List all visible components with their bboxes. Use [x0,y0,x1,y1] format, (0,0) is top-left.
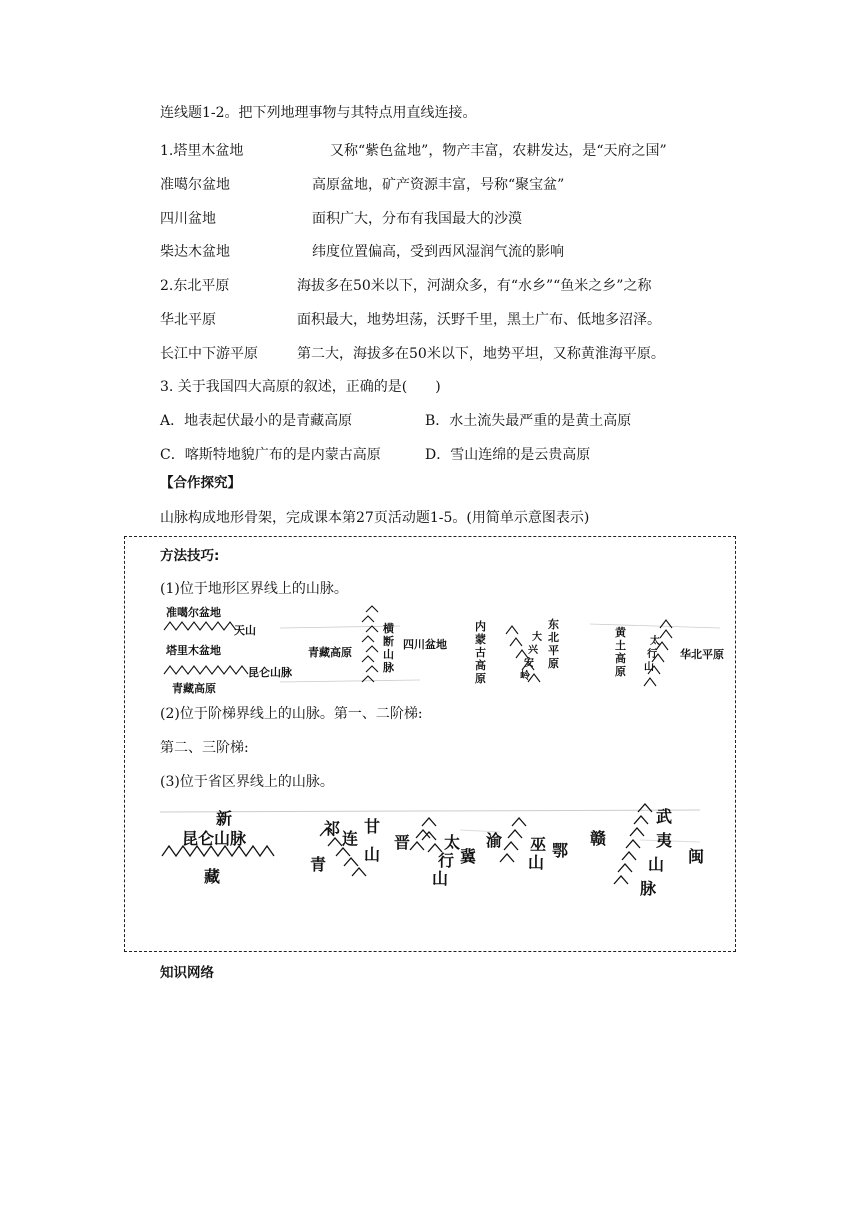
knowledge-network-heading: 知识网络 [160,965,214,981]
q2-left-1: 2.东北平原 [160,278,230,294]
label-kunlun: 昆仑山脉 [248,666,292,679]
svg-text:大: 大 [532,632,542,643]
method-p4: (3)位于省区界线上的山脉。 [160,774,334,790]
taihang-province-mountain-icon [410,818,442,852]
svg-text:高: 高 [615,652,626,665]
svg-text:蒙: 蒙 [475,633,486,646]
q2-left-2: 华北平原 [160,312,216,328]
svg-text:原: 原 [475,672,486,685]
svg-text:太: 太 [650,636,660,647]
coop-heading: 【合作探究】 [160,475,241,491]
label-gan: 甘 [364,817,381,836]
kunlun-mountain-icon [164,666,248,674]
q1-left-2: 准噶尔盆地 [160,177,230,193]
q1-left-1: 1.塔里木盆地 [160,143,244,159]
q3-option-a: A．地表起伏最小的是青藏高原 [160,413,353,429]
label-e: 鄂 [552,841,569,860]
q1-right-1: 又称“紫色盆地”，物产丰富，农耕发达，是“天府之国” [330,143,667,159]
label-qing: 青 [310,855,327,874]
q2-right-2: 面积最大，地势坦荡，沃野千里，黑土广布、低地多沼泽。 [297,312,661,328]
label-wuyi-wu: 武 [656,807,673,826]
svg-text:行: 行 [647,649,657,660]
q1-right-4: 纬度位置偏高，受到西风湿润气流的影响 [312,244,564,260]
label-gan-2: 赣 [590,829,607,848]
label-jin: 晋 [394,833,411,852]
svg-text:岭: 岭 [520,671,530,682]
label-tianshan: 天山 [234,624,256,637]
label-qi: 祁 [324,819,341,838]
label-taihang-vertical [644,634,660,673]
svg-text:东: 东 [548,618,559,631]
label-min: 闽 [688,847,705,866]
method-title: 方法技巧: [160,548,220,564]
figure-terrain-boundary [160,604,736,696]
label-shan-2: 山 [432,869,449,888]
q2-right-1: 海拔多在50米以下，河湖众多，有“水乡”“鱼米之乡”之称 [297,278,652,294]
q1-right-3: 面积广大，分布有我国最大的沙漠 [312,211,522,227]
svg-text:山: 山 [644,662,654,673]
label-lian: 连 [342,829,359,848]
label-junggar: 准噶尔盆地 [166,606,221,619]
label-wuyi-shan: 山 [648,855,665,874]
q2-right-3: 第二大，海拔多在50米以下，地势平坦，又称黄淮海平原。 [297,346,665,362]
intro-text: 连线题1-2。把下列地理事物与其特点用直线连接。 [160,105,477,121]
label-yu: 渝 [486,831,503,850]
label-qingzang-2: 青藏高原 [308,646,352,659]
method-p3: 第二、三阶梯: [160,740,249,756]
svg-text:原: 原 [548,657,559,670]
label-huabei: 华北平原 [680,648,724,661]
q1-right-2: 高原盆地，矿产资源丰富，号称“聚宝盆” [312,177,565,193]
label-tarim: 塔里木盆地 [166,644,221,657]
hengduan-mountain-icon [362,606,378,682]
method-p2: (2)位于阶梯界线上的山脉。第一、二阶梯: [160,706,423,722]
q3-option-d: D．雪山连绵的是云贵高原 [425,447,591,463]
label-hengduan-3: 山 [383,648,394,661]
label-shan-3: 山 [528,853,545,872]
svg-text:安: 安 [524,658,534,669]
svg-text:内: 内 [475,620,486,633]
label-dongbei-vertical [548,617,559,670]
label-huangtu-vertical [615,625,627,678]
label-hengduan-2: 断 [383,635,394,648]
svg-text:平: 平 [548,644,559,657]
label-wuyi-mai: 脉 [640,879,657,898]
label-neimenggu-vertical [475,619,486,685]
svg-text:土: 土 [615,639,626,652]
label-zang: 藏 [204,867,221,886]
wuyi-mountain-icon [614,804,652,884]
svg-text:北: 北 [548,631,559,644]
svg-text:黄: 黄 [615,626,626,639]
label-sichuan: 四川盆地 [403,638,447,651]
label-wu: 巫 [530,835,547,854]
svg-text:高: 高 [475,659,486,672]
svg-text:古: 古 [475,646,486,659]
label-hengduan-1: 横 [383,622,394,635]
svg-text:原: 原 [615,665,626,678]
q3-option-c: C．喀斯特地貌广布的是内蒙古高原 [160,447,381,463]
label-tai: 太 [444,833,461,852]
label-xin: 新 [216,809,233,828]
svg-text:兴: 兴 [528,645,538,656]
q1-left-4: 柴达木盆地 [160,244,230,260]
label-kunlun-province: 昆仑山脉 [182,829,247,848]
label-wuyi-yi: 夷 [656,831,673,850]
label-shan-1: 山 [364,845,381,864]
label-qingzang-1: 青藏高原 [172,682,216,695]
label-daxinganling-vertical [520,630,542,682]
wushan-mountain-icon [500,818,526,862]
q3-option-b: B．水土流失最严重的是黄土高原 [425,413,632,429]
tianshan-mountain-icon [164,622,236,630]
q2-left-3: 长江中下游平原 [160,346,258,362]
coop-text: 山脉构成地形骨架，完成课本第27页活动题1-5。(用简单示意图表示) [160,510,590,526]
q3-stem: 3. 关于我国四大高原的叙述，正确的是( ) [160,379,441,395]
q1-left-3: 四川盆地 [160,211,216,227]
figure-province-boundary [160,800,720,904]
label-ji: 冀 [460,847,477,866]
label-hengduan-4: 脉 [383,661,394,674]
label-hengduan-vertical [382,621,395,674]
method-p1: (1)位于地形区界线上的山脉。 [160,581,348,597]
label-xing: 行 [438,851,455,870]
